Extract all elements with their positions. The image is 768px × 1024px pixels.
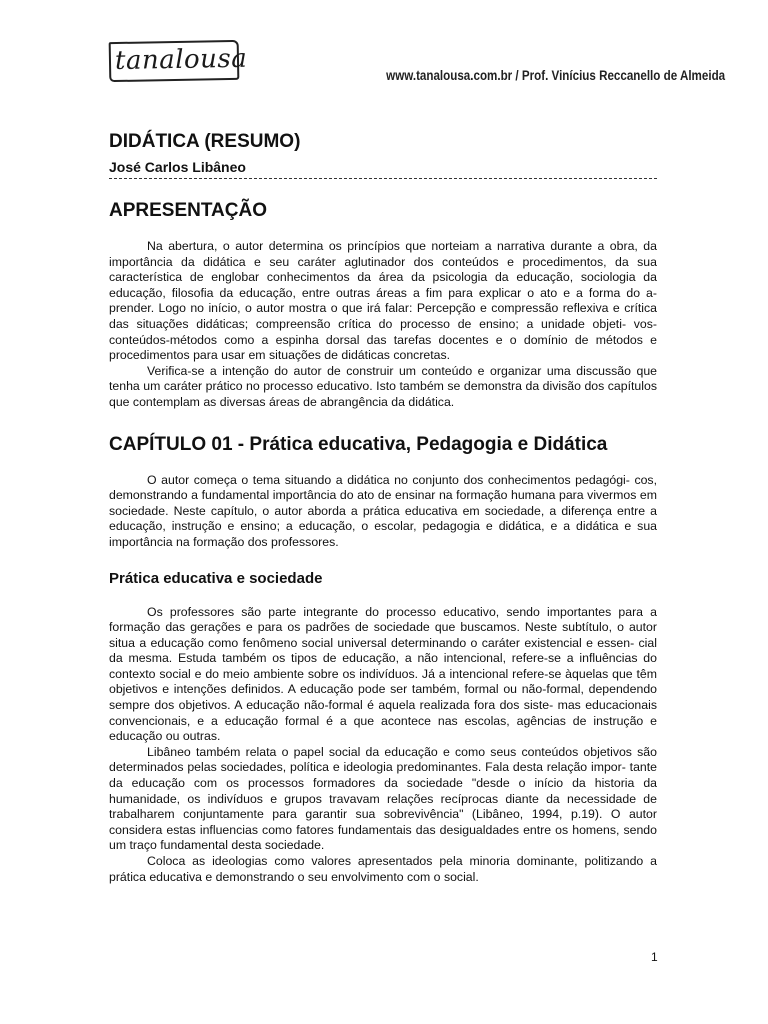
paragraph: Coloca as ideologias como valores apresentados pela minoria dominante, politizando a prática educativa e demonstrando o seu envolvimento com o social. bbox=[109, 854, 657, 884]
paragraph: O autor começa o tema situando a didática no conjunto dos conhecimentos pedagógi- cos, demonstrando a fundamental importância do ato de ensinar na formação humana para vivermos em sociedade. Neste capítulo, o autor aborda a prática educativa em sociedade, a diferença entre a educação, instrução e ensino; a educação, o escolar, pedagogia e didática, e a didática e sua importância na formação dos professores. bbox=[109, 472, 657, 549]
paragraph: Os professores são parte integrante do processo educativo, sendo importantes para a formação das gerações e para os padrões de sociedade que buscamos. Neste subtítulo, o autor situa a educação como fenômeno social universal determinando o caráter existencial e essen- cial da mesma. Estuda também os tipos de educação, a não intencional, refere-se a influências do contexto social e do meio ambiente sobre os indivíduos. Já a intencional refere-se àquelas que têm objetivos e intenções definidos. A educação pode ser também, formal ou não-formal, dependendo sempre dos objetivos. A educação não-formal é aquela realizada fora dos siste- mas educacionais convencionais, e a educação formal é a que acontece nas escolas, agências de instrução e educação ou outras. bbox=[109, 604, 657, 744]
paragraph: Libâneo também relata o papel social da educação e como seus conteúdos objetivos são determinados pelas sociedades, política e ideologia predominantes. Fala desta relação impor- tante da educação com os processos formadores da sociedade "desde o início da historia da humanidade, os indivíduos e grupos travavam relações recíprocas diante da necessidade de trabalharem conjuntamente para garantir sua sobrevivência" (Libâneo, 1994, p.19). O autor considera estas influencias como fatores fundamentais das desigualdades entre os homens, sendo um traço fundamental desta sociedade. bbox=[109, 744, 657, 853]
paragraph: Na abertura, o autor determina os princípios que norteiam a narrativa durante a obra, da importância da didática e seu caráter aglutinador dos conteúdos e procedimentos, da sua característica de englobar conhecimentos da área da psicologia da educação, sociologia da educação, filosofia da educação, entre outras áreas a fim para explicar o ato e a forma do a- prender. Logo no início, o autor mostra o que irá falar: Percepção e compressão reflexiva e crítica das situações didáticas; compreensão crítica do processo de ensino; a unidade objeti- vos-conteúdos-métodos como a espinha dorsal das tarefas docentes e o domínio de métodos e procedimentos para usar em situações de didáticas concretas. bbox=[109, 239, 657, 363]
subsection-heading-pratica-educativa: Prática educativa e sociedade bbox=[109, 569, 323, 587]
document-author: José Carlos Libâneo bbox=[109, 159, 246, 175]
section-heading-apresentacao: APRESENTAÇÃO bbox=[109, 200, 267, 221]
tanalousa-logo bbox=[109, 40, 248, 82]
header-website-link[interactable]: www.tanalousa.com.br / Prof. Vinícius Reccanello de Almeida bbox=[386, 68, 725, 83]
dashed-divider bbox=[109, 178, 657, 179]
document-title: DIDÁTICA (RESUMO) bbox=[109, 131, 301, 152]
page-number: 1 bbox=[651, 950, 658, 964]
logo-text: tanalousa bbox=[114, 43, 248, 77]
paragraph: Verifica-se a intenção do autor de construir um conteúdo e organizar uma discussão que tenha um caráter prático no processo educativo. Isto também se demonstra da divisão dos capítulos que contemplam as diversas áreas de abrangência da didática. bbox=[109, 363, 657, 409]
document-body bbox=[109, 130, 657, 885]
section-heading-capitulo-01: CAPÍTULO 01 - Prática educativa, Pedagogia e Didática bbox=[109, 433, 608, 455]
